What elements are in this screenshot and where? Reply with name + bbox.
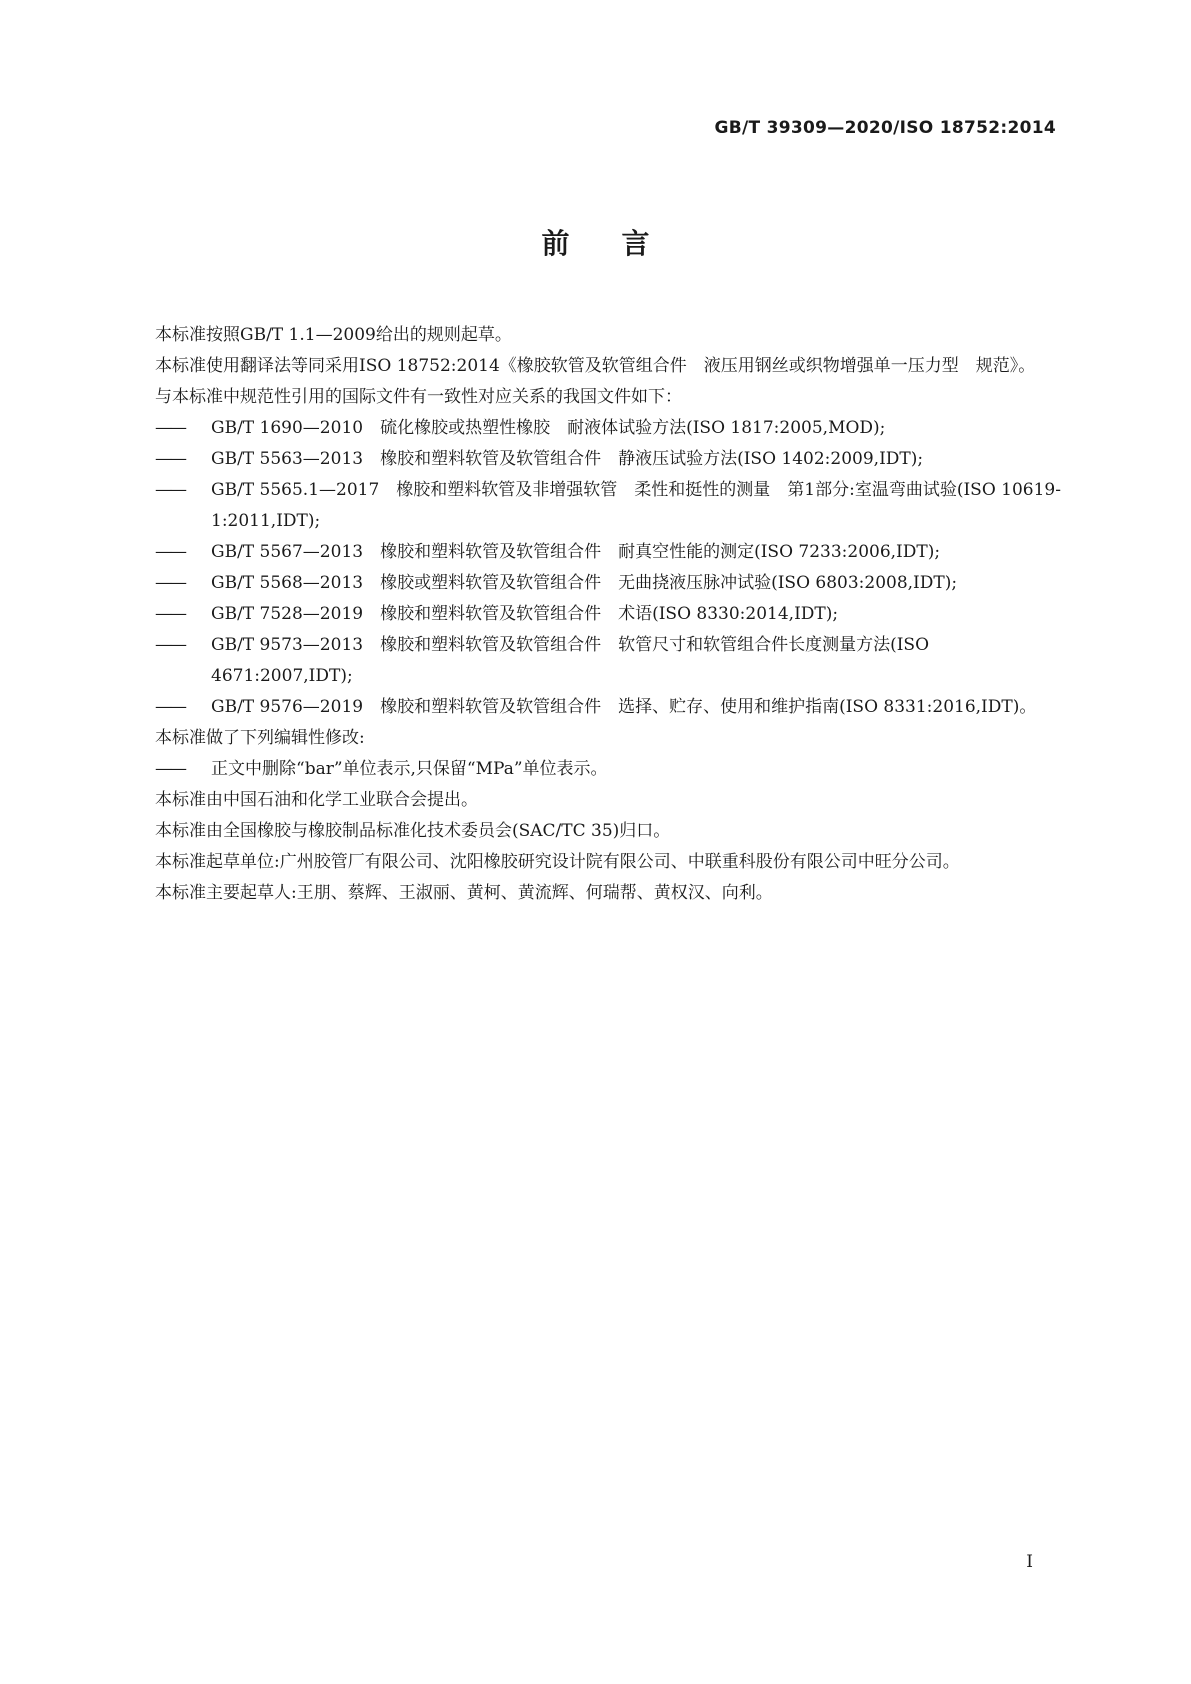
paragraph-proposed-by: 本标准由中国石油和化学工业联合会提出。 xyxy=(155,790,478,810)
dash-marker: —— xyxy=(155,542,185,562)
dash-marker: —— xyxy=(155,635,185,655)
reference-item xyxy=(121,630,1061,692)
page-title: 前言 xyxy=(541,227,702,260)
reference-item xyxy=(121,568,1061,599)
reference-text: GB/T 5563—2013 橡胶和塑料软管及软管组合件 静液压试验方法(ISO 1402:2009,IDT); xyxy=(211,449,924,469)
reference-text: GB/T 5567—2013 橡胶和塑料软管及软管组合件 耐真空性能的测定(ISO 7233:2006,IDT); xyxy=(211,542,941,562)
reference-text: GB/T 7528—2019 橡胶和塑料软管及软管组合件 术语(ISO 8330:2014,IDT); xyxy=(211,604,839,624)
paragraph-modifications-intro: 本标准做了下列编辑性修改: xyxy=(155,728,365,748)
page-number: I xyxy=(1026,1552,1033,1572)
reference-item xyxy=(121,475,1061,537)
reference-text: GB/T 9573—2013 橡胶和塑料软管及软管组合件 软管尺寸和软管组合件长度测量方法(ISO 4671:2007,IDT); xyxy=(211,635,929,686)
paragraph-drafting-rules: 本标准按照GB/T 1.1—2009给出的规则起草。 xyxy=(155,325,512,345)
dash-marker: —— xyxy=(155,604,185,624)
reference-item xyxy=(121,692,1061,723)
paragraph-managed-by: 本标准由全国橡胶与橡胶制品标准化技术委员会(SAC/TC 35)归口。 xyxy=(155,821,671,841)
dash-marker: —— xyxy=(155,418,185,438)
standard-number-header: GB/T 39309—2020/ISO 18752:2014 xyxy=(714,118,1056,138)
reference-text: GB/T 9576—2019 橡胶和塑料软管及软管组合件 选择、贮存、使用和维护指南(ISO 8331:2016,IDT)。 xyxy=(211,697,1037,717)
reference-item xyxy=(121,413,1061,444)
reference-item xyxy=(121,537,1061,568)
paragraph-adoption: 本标准使用翻译法等同采用ISO 18752:2014《橡胶软管及软管组合件 液压用钢丝或织物增强单一压力型 规范》。 xyxy=(155,356,1036,376)
modification-text: 正文中删除“bar”单位表示,只保留“MPa”单位表示。 xyxy=(211,759,608,779)
reference-item xyxy=(121,444,1061,475)
dash-marker: —— xyxy=(155,480,185,500)
paragraph-references-intro: 与本标准中规范性引用的国际文件有一致性对应关系的我国文件如下： xyxy=(155,387,682,407)
modification-item xyxy=(121,754,1061,785)
paragraph-drafters: 本标准主要起草人:王朋、蔡辉、王淑丽、黄柯、黄流辉、何瑞帮、黄权汉、向利。 xyxy=(155,883,773,903)
reference-text: GB/T 5568—2013 橡胶或塑料软管及软管组合件 无曲挠液压脉冲试验(ISO 6803:2008,IDT); xyxy=(211,573,958,593)
dash-marker: —— xyxy=(155,449,185,469)
document-body xyxy=(121,320,1061,909)
reference-text: GB/T 1690—2010 硫化橡胶或热塑性橡胶 耐液体试验方法(ISO 1817:2005,MOD); xyxy=(211,418,886,438)
dash-marker: —— xyxy=(155,573,185,593)
dash-marker: —— xyxy=(155,697,185,717)
reference-text: GB/T 5565.1—2017 橡胶和塑料软管及非增强软管 柔性和挺性的测量 第1部分:室温弯曲试验(ISO 10619-1:2011,IDT); xyxy=(211,480,1061,531)
paragraph-drafting-units: 本标准起草单位:广州胶管厂有限公司、沈阳橡胶研究设计院有限公司、中联重科股份有限公司中旺分公司。 xyxy=(155,852,960,872)
reference-item xyxy=(121,599,1061,630)
dash-marker: —— xyxy=(155,759,185,779)
